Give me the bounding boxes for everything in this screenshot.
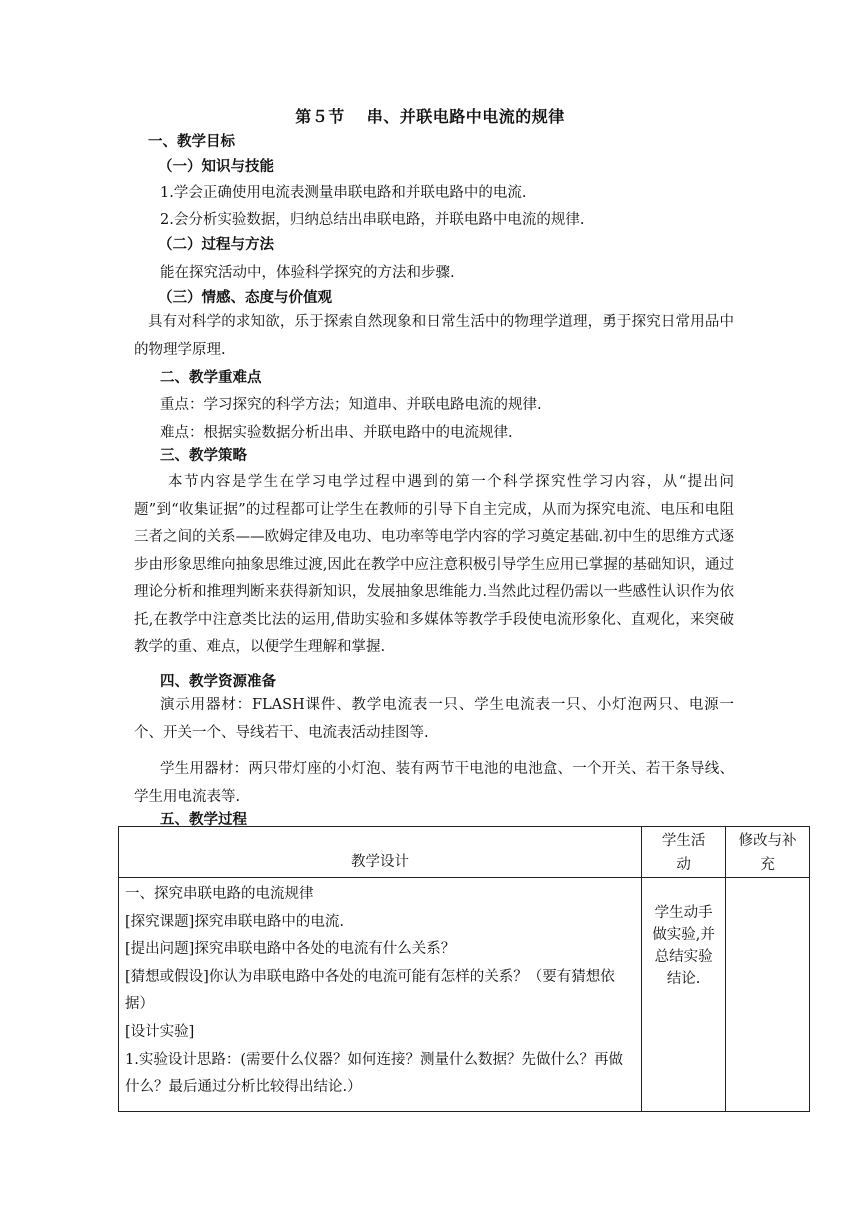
subheading-knowledge: （一）知识与技能: [158, 158, 274, 175]
heading-resources: 四、教学资源准备: [160, 673, 276, 690]
difficult-point-text: 难点：根据实验数据分析出串、并联电路中的电流规律.: [160, 425, 513, 441]
table-header-row: [119, 827, 810, 878]
design-line: [设计实验]: [125, 1023, 195, 1040]
student-equipment-text: 学生用器材：两只带灯座的小灯泡、装有两节干电池的电池盒、一个开关、若干条导线、学生用电流表等.: [134, 761, 734, 805]
design-line: [猜想或假设]你认为串联电路中各处的电流可能有怎样的关系？（要有猜想依据）: [125, 968, 615, 1013]
student-activity-cell: 学生动手做实验,并总结实验结论.: [641, 878, 725, 1112]
subheading-process: （二）过程与方法: [158, 236, 274, 253]
design-line: [提出问题]探究串联电路中各处的电流有什么关系？: [125, 941, 456, 958]
heading-process: 五、教学过程: [160, 811, 247, 828]
strategy-text: 本节内容是学生在学习电学过程中遇到的第一个科学探究性学习内容，从“提出问题”到“收集证据”的过程都可让学生在教师的引导下自主完成，从而为探究电流、电压和电阻三者之间的关系——欧姆定律及电功、电功率等电学内容的学习奠定基础.初中生的思维方式逐步由形象思维向抽象思维过渡,因此在教学中应注意积极引导学生应用已掌握的基础知识，通过理论分析和推理判断来获得新知识，发展抽象思维能力.当然此过程仍需以一些感性认识作为依托,在教学中注意类比法的运用,借助实验和多媒体等教学手段使电流形象化、直观化，来突破教学的重、难点，以便学生理解和掌握.: [134, 474, 734, 655]
section-title: 串、并联电路中电流的规律: [366, 107, 565, 126]
goal-item-1: 1.学会正确使用电流表测量串联电路和并联电路中的电流.: [160, 185, 527, 201]
design-line: 一、探究串联电路的电流规律: [125, 886, 314, 902]
heading-key-points: 二、教学重难点: [160, 369, 262, 386]
subheading-attitude: （三）情感、态度与价值观: [158, 289, 332, 306]
attitude-text: 具有对科学的求知欲，乐于探索自然现象和日常生活中的物理学道理，勇于探究日常用品中的物理学原理.: [134, 314, 734, 358]
design-line: [探究课题]探究串联电路中的电流.: [125, 913, 344, 930]
header-teaching-design: 教学设计: [119, 827, 642, 878]
demo-equipment-text: 演示用器材：FLASH课件、教学电流表一只、学生电流表一只、小灯泡两只、电源一个、开关一个、导线若干、电流表活动挂图等.: [134, 697, 734, 741]
process-text: 能在探究活动中，体验科学探究的方法和步骤.: [160, 265, 455, 281]
teaching-design-cell: [119, 878, 642, 1112]
page-title: [0, 104, 860, 127]
heading-teaching-goals: 一、教学目标: [148, 133, 235, 150]
header-student-activity: 学生活动: [641, 827, 725, 878]
revision-cell: [726, 878, 810, 1112]
header-revision: 修改与补充: [726, 827, 810, 878]
goal-item-2: 2.会分析实验数据，归纳总结出串联电路，并联电路中电流的规律.: [160, 212, 585, 228]
teaching-process-table: [118, 826, 810, 1112]
design-line: 1.实验设计思路：(需要什么仪器？如何连接？测量什么数据？先做什么？再做什么？最后通过分析比较得出结论.）: [125, 1051, 623, 1096]
section-number: 第５节: [295, 107, 345, 126]
table-row: [119, 878, 810, 1112]
heading-strategy: 三、教学策略: [160, 447, 247, 464]
key-point-text: 重点：学习探究的科学方法；知道串、并联电路电流的规律.: [160, 397, 542, 413]
